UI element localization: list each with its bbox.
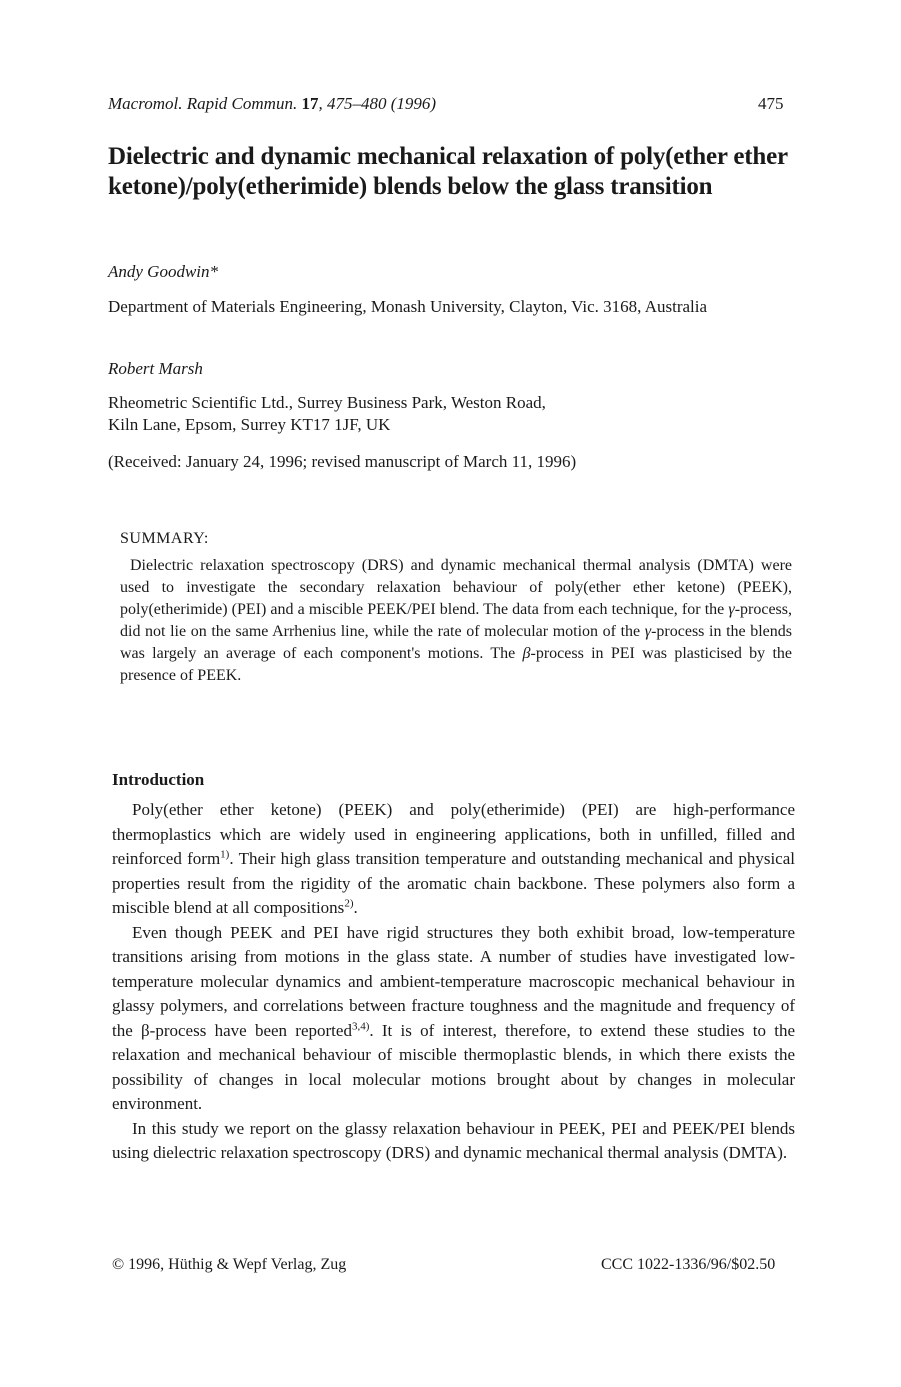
received-dates: (Received: January 24, 1996; revised manuscript of March 11, 1996) xyxy=(108,452,577,471)
summary-abstract: Dielectric relaxation spectroscopy (DRS) and dynamic mechanical thermal analysis (DMTA) were used to investigate the secondary relaxation behaviour of poly(ether ether ketone) (PEEK), poly(etherimide) (PEI) and a miscible PEEK/PEI blend. The data from each technique, for the γ-process, did not lie on the same Arrhenius line, while the rate of molecular motion of the γ-process in the blends was largely an average of each component's motions. The β-process in PEI was plasticised by the presence of PEEK. xyxy=(120,557,793,684)
reference-marker: 3,4) xyxy=(351,1019,370,1032)
introduction-body xyxy=(112,798,795,1166)
author-1-affiliation: Department of Materials Engineering, Monash University, Clayton, Vic. 3168, Australia xyxy=(108,297,708,316)
intro-paragraph-2: Even though PEEK and PEI have rigid structures they both exhibit broad, low-temperature transitions arising from motions in the glass state. A number of studies have investigated low-temperature molecular dynamics and ambient-temperature macroscopic mechanical behaviour in glassy polymers, and correlations between fracture toughness and the magnitude and frequency of the β-process have been reported$^{3,4)}$. It is of interest, therefore, to extend these studies to the relaxation and mechanical behaviour of miscible thermoplastic blends, in which there exists the possibility of changes in local molecular motions brought about by changes in molecular environment. xyxy=(112,922,795,1113)
author-2-affiliation-line2: Kiln Lane, Epsom, Surrey KT17 1JF, UK xyxy=(108,415,391,434)
journal-citation xyxy=(108,94,436,114)
introduction-heading: Introduction xyxy=(112,770,205,789)
author-2-name: Robert Marsh xyxy=(108,359,203,378)
reference-marker: 2) xyxy=(344,897,354,910)
reference-marker: 1) xyxy=(220,848,230,861)
ccc-code: CCC 1022-1336/96/$02.50 xyxy=(601,1256,776,1273)
copyright-notice: © 1996, Hüthig & Wepf Verlag, Zug xyxy=(112,1256,347,1273)
author-1-name: Andy Goodwin* xyxy=(108,262,219,281)
paper-title: Dielectric and dynamic mechanical relaxation of poly(ether ether ketone)/poly(etherimide) blends below the glass transition xyxy=(108,143,788,200)
summary-heading: SUMMARY: xyxy=(120,530,209,547)
page-number: 475 xyxy=(758,94,784,113)
intro-paragraph-3: In this study we report on the glassy relaxation behaviour in PEEK, PEI and PEEK/PEI blends using dielectric relaxation spectroscopy (DRS) and dynamic mechanical thermal analysis (DMTA). xyxy=(112,1118,795,1162)
journal-name: Macromol. Rapid Commun. xyxy=(108,94,302,113)
journal-volume: 17 xyxy=(301,94,319,113)
author-2-affiliation-line1: Rheometric Scientific Ltd., Surrey Business Park, Weston Road, xyxy=(108,393,546,412)
journal-pages-year: , 475–480 (1996) xyxy=(318,94,437,113)
intro-paragraph-1: Poly(ether ether ketone) (PEEK) and poly(etherimide) (PEI) are high-performance thermoplastics which are widely used in engineering applications, both in unfilled, filled and reinforced form$^{1)}$. Their high glass transition temperature and outstanding mechanical and physical properties result from the rigidity of the aromatic chain backbone. These polymers also form a miscible blend at all compositions$^{2)}$. xyxy=(112,800,795,917)
